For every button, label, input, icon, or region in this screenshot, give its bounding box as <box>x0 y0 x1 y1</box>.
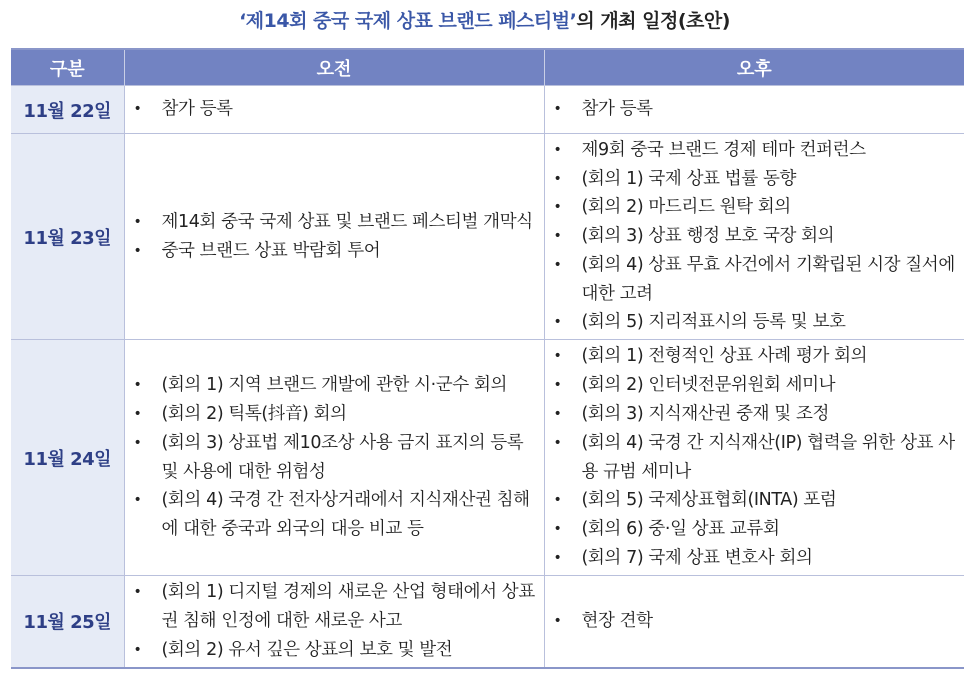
list-item <box>125 429 540 487</box>
list-item <box>545 222 961 251</box>
header-category: 구분 <box>11 49 124 86</box>
afternoon-cell <box>544 86 964 134</box>
item-text: (회의 5) 국제상표협회(INTA) 포럼 <box>581 490 837 511</box>
bullet-icon: • <box>553 434 562 451</box>
item-text: (회의 4) 상표 무효 사건에서 기확립된 시장 질서에 대한 고려 <box>581 254 955 304</box>
bullet-icon: • <box>553 612 562 629</box>
list-item <box>545 342 961 371</box>
bullet-icon: • <box>553 199 562 216</box>
bullet-icon: • <box>553 492 562 509</box>
bullet-icon: • <box>133 377 142 394</box>
bullet-icon: • <box>133 242 142 259</box>
date-cell: 11월 24일 <box>11 340 124 576</box>
list-item <box>545 165 961 194</box>
item-text: (회의 4) 국경 간 전자상거래에서 지식재산권 침해에 대한 중국과 외국의 대응 비교 등 <box>161 490 530 540</box>
date-cell: 11월 22일 <box>11 86 124 134</box>
morning-cell <box>124 340 544 576</box>
document-title <box>0 6 969 33</box>
item-text: (회의 1) 전형적인 상표 사례 평가 회의 <box>581 346 868 367</box>
list-item <box>545 400 961 429</box>
item-text: (회의 1) 국제 상표 법률 동향 <box>581 168 796 189</box>
morning-cell <box>124 134 544 340</box>
list-item <box>545 308 961 337</box>
bullet-icon: • <box>553 405 562 422</box>
item-text: (회의 1) 디지털 경제의 새로운 산업 형태에서 상표권 침해 인정에 대한 새로운 사고 <box>161 582 535 631</box>
afternoon-list <box>545 342 965 572</box>
morning-list <box>125 208 544 266</box>
item-text: 참가 등록 <box>581 99 653 120</box>
bullet-icon: • <box>133 405 142 422</box>
afternoon-cell <box>544 340 964 576</box>
morning-cell <box>124 86 544 134</box>
bullet-icon: • <box>553 101 562 118</box>
list-item <box>545 515 961 544</box>
list-item <box>125 578 540 636</box>
item-text: 제9회 중국 브랜드 경제 테마 컨퍼런스 <box>581 139 866 160</box>
item-text: (회의 2) 유서 깊은 상표의 보호 및 발전 <box>161 639 453 660</box>
header-morning: 오전 <box>124 49 544 86</box>
afternoon-cell <box>544 576 964 668</box>
schedule-table <box>11 48 964 669</box>
header-afternoon: 오후 <box>544 49 964 86</box>
table-row <box>11 340 964 576</box>
bullet-icon: • <box>133 101 142 118</box>
list-item <box>545 371 961 400</box>
item-text: (회의 2) 인터넷전문위원회 세미나 <box>581 375 836 396</box>
list-item <box>125 371 540 400</box>
list-item <box>545 193 961 222</box>
list-item <box>545 486 961 515</box>
list-item <box>125 486 540 544</box>
item-text: 중국 브랜드 상표 박람회 투어 <box>161 240 381 261</box>
date-cell: 11월 23일 <box>11 134 124 340</box>
item-text: (회의 2) 틱톡(抖音) 회의 <box>161 403 347 424</box>
list-item <box>125 95 540 124</box>
list-item <box>125 237 540 266</box>
list-item <box>545 251 961 309</box>
morning-cell <box>124 576 544 668</box>
item-text: (회의 6) 중·일 상표 교류회 <box>581 519 780 540</box>
bullet-icon: • <box>553 170 562 187</box>
item-text: (회의 7) 국제 상표 변호사 회의 <box>581 547 813 568</box>
bullet-icon: • <box>553 141 562 158</box>
header-row <box>11 49 964 86</box>
list-item <box>125 400 540 429</box>
item-text: 현장 견학 <box>581 610 653 631</box>
afternoon-cell <box>544 134 964 340</box>
bullet-icon: • <box>133 641 142 658</box>
bullet-icon: • <box>553 521 562 538</box>
morning-list <box>125 578 544 664</box>
morning-list <box>125 95 544 124</box>
table-row <box>11 576 964 668</box>
bullet-icon: • <box>553 377 562 394</box>
list-item <box>125 636 540 665</box>
table-row <box>11 86 964 134</box>
title-suffix: 의 개최 일정(초안) <box>576 10 730 32</box>
list-item <box>545 607 961 636</box>
list-item <box>545 136 961 165</box>
item-text: (회의 5) 지리적표시의 등록 및 보호 <box>581 312 846 333</box>
list-item <box>545 429 961 487</box>
list-item <box>545 95 961 124</box>
bullet-icon: • <box>553 256 562 273</box>
item-text: (회의 3) 상표 행정 보호 국장 회의 <box>581 226 835 247</box>
afternoon-list <box>545 607 965 636</box>
afternoon-list <box>545 95 965 124</box>
afternoon-list <box>545 136 965 338</box>
bullet-icon: • <box>553 228 562 245</box>
list-item <box>125 208 540 237</box>
item-text: 제14회 중국 국제 상표 및 브랜드 페스티벌 개막식 <box>161 211 533 232</box>
item-text: (회의 3) 상표법 제10조상 사용 금지 표지의 등록 및 사용에 대한 위험성 <box>161 432 524 482</box>
item-text: (회의 4) 국경 간 지식재산(IP) 협력을 위한 상표 사용 규범 세미나 <box>581 432 955 482</box>
item-text: (회의 2) 마드리드 원탁 회의 <box>581 197 791 218</box>
bullet-icon: • <box>133 584 142 601</box>
title-festival-name: ‘제14회 중국 국제 상표 브랜드 페스티벌’ <box>239 10 577 32</box>
item-text: (회의 1) 지역 브랜드 개발에 관한 시·군수 회의 <box>161 375 507 396</box>
table-row <box>11 134 964 340</box>
bullet-icon: • <box>553 549 562 566</box>
item-text: (회의 3) 지식재산권 중재 및 조정 <box>581 403 829 424</box>
bullet-icon: • <box>133 434 142 451</box>
bullet-icon: • <box>133 213 142 230</box>
list-item <box>545 544 961 573</box>
bullet-icon: • <box>133 492 142 509</box>
morning-list <box>125 371 544 544</box>
date-cell: 11월 25일 <box>11 576 124 668</box>
bullet-icon: • <box>553 314 562 331</box>
bullet-icon: • <box>553 348 562 365</box>
item-text: 참가 등록 <box>161 99 233 120</box>
